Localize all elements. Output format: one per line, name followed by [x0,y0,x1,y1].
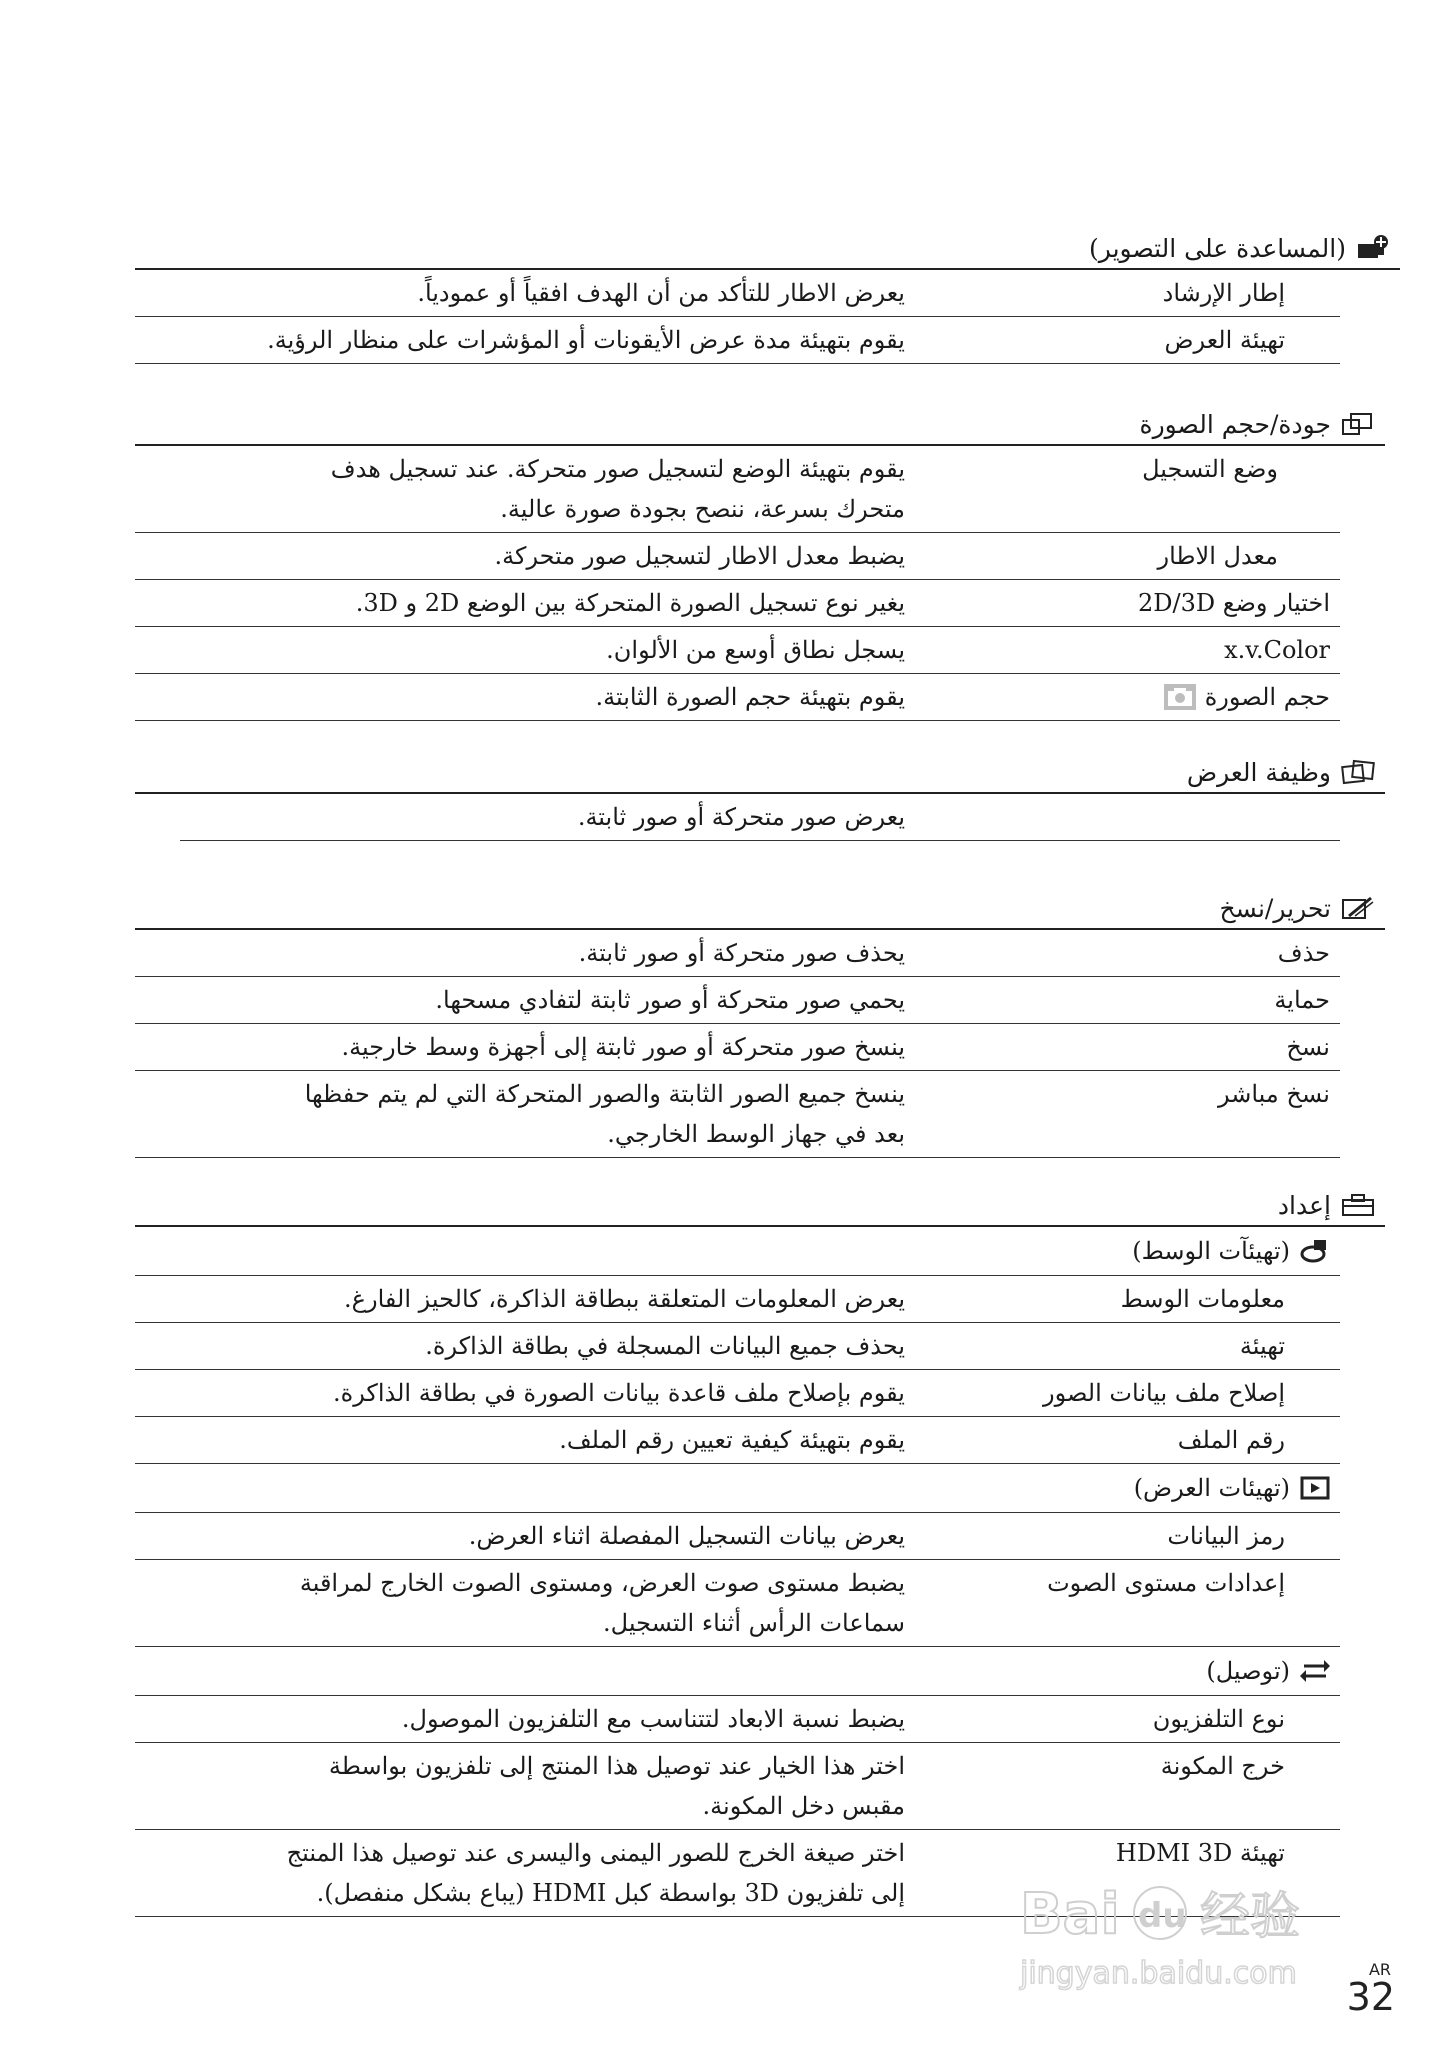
language-code: AR [1368,1960,1391,1979]
row-label: رقم الملف [1177,1426,1285,1454]
subsection-header [135,1647,1340,1696]
section-shooting-assist [135,228,1346,364]
section-header [135,404,1385,446]
section-header [135,228,1400,270]
row-desc-line: اختر هذا الخيار عند توصيل هذا المنتج إلى تلفزيون بواسطة [328,1752,905,1780]
row-desc [185,1833,905,1913]
row-desc-line: يقوم بتهيئة الوضع لتسجيل صور متحركة. عند تسجيل هدف [330,455,905,483]
row-desc: يغير نوع تسجيل الصورة المتحركة بين الوضع 2D و 3D. [355,589,905,617]
section-image-quality [135,404,1340,721]
toolbox-icon [1341,1191,1375,1219]
row-label: إصلاح ملف بيانات الصور [1043,1379,1285,1407]
row-label: إطار الإرشاد [1162,279,1285,307]
row-desc: يسجل نطاق أوسع من الألوان. [606,636,905,664]
row-desc: يحذف صور متحركة أو صور ثابتة. [578,939,905,967]
row-desc: ينسخ صور متحركة أو صور ثابتة إلى أجهزة وسط خارجية. [341,1033,905,1061]
play-settings-icon [1300,1475,1330,1501]
row-label: نسخ مباشر [1218,1080,1330,1108]
row-desc-line: سماعات الرأس أثناء التسجيل. [603,1609,905,1637]
table-row [135,930,1340,977]
row-desc [185,1746,905,1826]
section-setup [135,1185,1340,1917]
table-row [135,1370,1340,1417]
edit-copy-icon [1341,894,1375,922]
row-desc-line: إلى تلفزيون 3D بواسطة كبل HDMI (يباع بشكل منفصل). [316,1879,905,1907]
shooting-assist-icon [1356,234,1390,262]
section-playback [135,752,1340,841]
row-desc: يضبط معدل الاطار لتسجيل صور متحركة. [494,542,905,570]
table-row [135,317,1340,364]
subsection-title: (تهيئات العرض) [1133,1474,1290,1502]
row-label: اختيار وضع 2D/3D [1138,589,1330,617]
table-row [135,1323,1340,1370]
row-desc: يعرض المعلومات المتعلقة ببطاقة الذاكرة، كالحيز الفارغ. [344,1285,905,1313]
row-desc-line: اختر صيغة الخرج للصور اليمنى واليسرى عند توصيل هذا المنتج [286,1839,905,1867]
mode-icon [1286,453,1330,485]
table-row [135,1513,1340,1560]
table-row [135,270,1340,317]
row-label: رمز البيانات [1167,1522,1285,1550]
row-desc: يقوم بإصلاح ملف قاعدة بيانات الصورة في بطاقة الذاكرة. [332,1379,905,1407]
section-edit-copy [135,888,1340,1158]
section-header [135,1185,1385,1227]
section-title: (المساعدة على التصوير) [1089,233,1346,263]
section-title: تحرير/نسخ [1219,893,1331,923]
camera-icon [1163,683,1197,711]
row-desc: يقوم بتهيئة كيفية تعيين رقم الملف. [559,1426,905,1454]
table-row [135,674,1340,721]
row-label: حماية [1274,986,1330,1014]
row-desc: يعرض بيانات التسجيل المفصلة اثناء العرض. [468,1522,905,1550]
row-desc [185,1563,905,1643]
table-row [135,446,1340,533]
section-header [135,752,1385,794]
svg-text:经验: 经验 [1200,1887,1300,1945]
row-desc: يحذف جميع البيانات المسجلة في بطاقة الذاكرة. [425,1332,905,1360]
row-label: خرج المكونة [1160,1752,1285,1780]
row-label: حجم الصورة [1204,683,1330,711]
table-row [135,1743,1340,1830]
row-desc: يقوم بتهيئة مدة عرض الأيقونات أو المؤشرات على منظار الرؤية. [267,326,905,354]
row-label: إعدادات مستوى الصوت [1047,1569,1285,1597]
row-label: حذف [1277,939,1330,967]
svg-text:Bai: Bai [1020,1882,1120,1947]
row-label: نوع التلفزيون [1152,1705,1285,1733]
table-row [135,580,1340,627]
row-desc: يعرض الاطار للتأكد من أن الهدف افقياً أو عمودياً. [417,279,905,307]
connection-icon [1300,1658,1330,1684]
table-row [135,1071,1340,1158]
row-label: x.v.Color [1224,636,1330,664]
image-quality-icon [1341,410,1375,438]
row-label: معلومات الوسط [1120,1285,1285,1313]
table-row [135,1276,1340,1323]
table-row [135,1024,1340,1071]
subsection-title: (توصيل) [1206,1657,1290,1685]
row-label: نسخ [1286,1033,1330,1061]
section-title: وظيفة العرض [1186,757,1331,787]
playback-icon [1341,758,1375,786]
row-desc [185,449,905,529]
row-desc: يعرض صور متحركة أو صور ثابتة. [577,803,905,831]
table-row [135,1560,1340,1647]
row-label: وضع التسجيل [1142,455,1278,483]
section-title: جودة/حجم الصورة [1139,409,1331,439]
table-row [135,1696,1340,1743]
row-desc-line: مقبس دخل المكونة. [702,1792,905,1820]
row-desc-line: ينسخ جميع الصور الثابتة والصور المتحركة التي لم يتم حفظها [304,1080,905,1108]
row-label: تهيئة العرض [1164,326,1285,354]
table-row [180,794,1340,841]
subsection-title: (تهيئآت الوسط) [1132,1237,1290,1265]
subsection-header [135,1227,1340,1276]
baidu-watermark [1010,1865,1330,1995]
section-header [135,888,1385,930]
row-label: تهيئة HDMI 3D [1115,1839,1285,1867]
table-row [135,1417,1340,1464]
xvcolor-icon [1172,634,1216,666]
row-desc-line: يضبط مستوى صوت العرض، ومستوى الصوت الخارج لمراقبة [299,1569,905,1597]
row-label: تهيئة [1239,1332,1285,1360]
row-desc: يقوم بتهيئة حجم الصورة الثابتة. [595,683,905,711]
svg-text:jingyan.baidu.com: jingyan.baidu.com [1020,1956,1297,1991]
row-desc [185,1074,905,1154]
section-title: إعداد [1277,1190,1331,1220]
table-row [135,977,1340,1024]
row-desc-line: بعد في جهاز الوسط الخارجي. [607,1120,905,1148]
frame-rate-icon [1286,540,1330,572]
row-desc: يضبط نسبة الابعاد لتتناسب مع التلفزيون الموصول. [401,1705,905,1733]
row-desc-line: متحرك بسرعة، ننصح بجودة صورة عالية. [500,495,905,523]
svg-text:du: du [1138,1896,1187,1936]
table-row [135,627,1340,674]
row-label: معدل الاطار [1157,542,1278,570]
table-row [135,533,1340,580]
subsection-header [135,1464,1340,1513]
row-desc: يحمي صور متحركة أو صور ثابتة لتفادي مسحها. [435,986,905,1014]
page-number: 32 [1346,1975,1395,2019]
media-settings-icon [1300,1238,1330,1264]
